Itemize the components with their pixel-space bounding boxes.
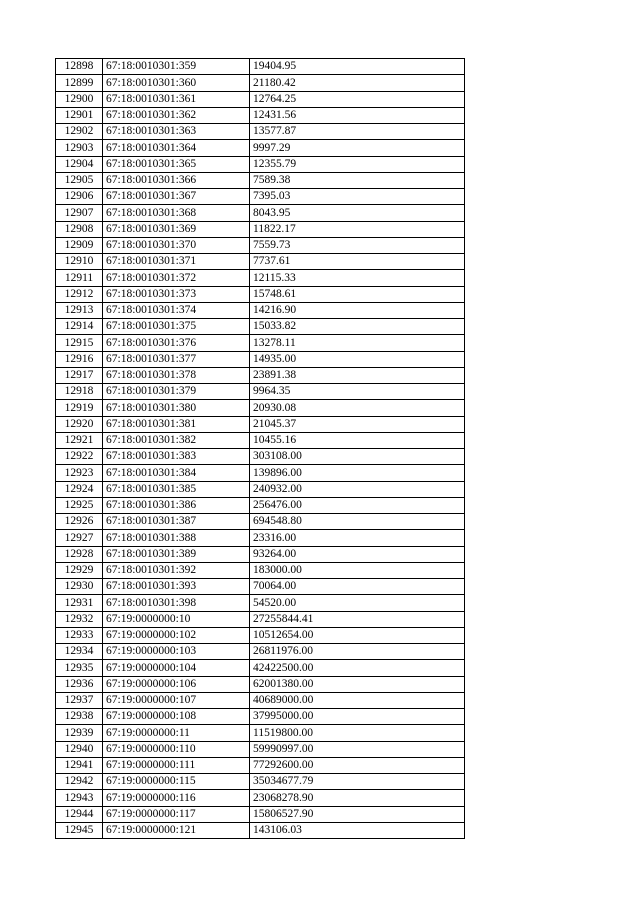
cadastral-number-cell: 67:18:0010301:389	[103, 546, 250, 562]
value-cell: 21180.42	[250, 75, 465, 91]
row-number-cell: 12943	[56, 790, 103, 806]
table-row	[56, 416, 465, 432]
table-row	[56, 319, 465, 335]
row-number-cell: 12903	[56, 140, 103, 156]
row-number-cell: 12916	[56, 351, 103, 367]
cadastral-number-cell: 67:19:0000000:106	[103, 676, 250, 692]
cadastral-number-cell: 67:18:0010301:383	[103, 449, 250, 465]
value-cell: 19404.95	[250, 59, 465, 75]
row-number-cell: 12901	[56, 107, 103, 123]
row-number-cell: 12898	[56, 59, 103, 75]
value-cell: 26811976.00	[250, 644, 465, 660]
row-number-cell: 12904	[56, 156, 103, 172]
row-number-cell: 12919	[56, 400, 103, 416]
cadastral-number-cell: 67:18:0010301:388	[103, 530, 250, 546]
row-number-cell: 12938	[56, 709, 103, 725]
value-cell: 12764.25	[250, 91, 465, 107]
cadastral-number-cell: 67:18:0010301:398	[103, 595, 250, 611]
value-cell: 9964.35	[250, 384, 465, 400]
row-number-cell: 12909	[56, 237, 103, 253]
cadastral-number-cell: 67:19:0000000:121	[103, 822, 250, 838]
cadastral-number-cell: 67:18:0010301:366	[103, 172, 250, 188]
cadastral-number-cell: 67:18:0010301:367	[103, 189, 250, 205]
cadastral-number-cell: 67:18:0010301:371	[103, 254, 250, 270]
table-row	[56, 286, 465, 302]
value-cell: 303108.00	[250, 449, 465, 465]
value-cell: 42422500.00	[250, 660, 465, 676]
cadastral-number-cell: 67:18:0010301:374	[103, 302, 250, 318]
cadastral-number-cell: 67:18:0010301:373	[103, 286, 250, 302]
cadastral-number-cell: 67:19:0000000:111	[103, 757, 250, 773]
cadastral-number-cell: 67:19:0000000:103	[103, 644, 250, 660]
table-row	[56, 367, 465, 383]
cadastral-number-cell: 67:19:0000000:116	[103, 790, 250, 806]
value-cell: 37995000.00	[250, 709, 465, 725]
cadastral-number-cell: 67:19:0000000:117	[103, 806, 250, 822]
value-cell: 15806527.90	[250, 806, 465, 822]
table-body	[56, 59, 465, 839]
row-number-cell: 12918	[56, 384, 103, 400]
row-number-cell: 12900	[56, 91, 103, 107]
table-row	[56, 465, 465, 481]
table-row	[56, 595, 465, 611]
row-number-cell: 12935	[56, 660, 103, 676]
cadastral-number-cell: 67:18:0010301:372	[103, 270, 250, 286]
table-row	[56, 562, 465, 578]
value-cell: 21045.37	[250, 416, 465, 432]
row-number-cell: 12910	[56, 254, 103, 270]
row-number-cell: 12924	[56, 481, 103, 497]
cadastral-number-cell: 67:18:0010301:365	[103, 156, 250, 172]
row-number-cell: 12929	[56, 562, 103, 578]
cadastral-number-cell: 67:19:0000000:115	[103, 774, 250, 790]
row-number-cell: 12942	[56, 774, 103, 790]
cadastral-number-cell: 67:18:0010301:393	[103, 579, 250, 595]
row-number-cell: 12923	[56, 465, 103, 481]
row-number-cell: 12944	[56, 806, 103, 822]
cadastral-number-cell: 67:19:0000000:104	[103, 660, 250, 676]
table-row	[56, 806, 465, 822]
table-row	[56, 172, 465, 188]
row-number-cell: 12915	[56, 335, 103, 351]
cadastral-number-cell: 67:19:0000000:102	[103, 627, 250, 643]
row-number-cell: 12914	[56, 319, 103, 335]
row-number-cell: 12913	[56, 302, 103, 318]
value-cell: 256476.00	[250, 497, 465, 513]
row-number-cell: 12932	[56, 611, 103, 627]
table-row	[56, 205, 465, 221]
table-row	[56, 254, 465, 270]
table-row	[56, 627, 465, 643]
cadastral-number-cell: 67:18:0010301:360	[103, 75, 250, 91]
cadastral-value-table	[55, 58, 465, 839]
cadastral-number-cell: 67:18:0010301:375	[103, 319, 250, 335]
table-row	[56, 400, 465, 416]
value-cell: 35034677.79	[250, 774, 465, 790]
value-cell: 23891.38	[250, 367, 465, 383]
cadastral-number-cell: 67:18:0010301:382	[103, 432, 250, 448]
row-number-cell: 12911	[56, 270, 103, 286]
row-number-cell: 12917	[56, 367, 103, 383]
cadastral-number-cell: 67:18:0010301:384	[103, 465, 250, 481]
row-number-cell: 12921	[56, 432, 103, 448]
value-cell: 11822.17	[250, 221, 465, 237]
row-number-cell: 12940	[56, 741, 103, 757]
cadastral-number-cell: 67:18:0010301:387	[103, 514, 250, 530]
cadastral-number-cell: 67:19:0000000:10	[103, 611, 250, 627]
row-number-cell: 12925	[56, 497, 103, 513]
value-cell: 240932.00	[250, 481, 465, 497]
cadastral-number-cell: 67:18:0010301:361	[103, 91, 250, 107]
row-number-cell: 12927	[56, 530, 103, 546]
table-row	[56, 481, 465, 497]
cadastral-number-cell: 67:18:0010301:386	[103, 497, 250, 513]
value-cell: 93264.00	[250, 546, 465, 562]
value-cell: 9997.29	[250, 140, 465, 156]
table-row	[56, 530, 465, 546]
row-number-cell: 12926	[56, 514, 103, 530]
value-cell: 23316.00	[250, 530, 465, 546]
table-row	[56, 270, 465, 286]
value-cell: 14935.00	[250, 351, 465, 367]
table-row	[56, 335, 465, 351]
table-row	[56, 449, 465, 465]
table-row	[56, 59, 465, 75]
row-number-cell: 12933	[56, 627, 103, 643]
value-cell: 20930.08	[250, 400, 465, 416]
table-row	[56, 579, 465, 595]
cadastral-number-cell: 67:18:0010301:377	[103, 351, 250, 367]
table-row	[56, 91, 465, 107]
value-cell: 13278.11	[250, 335, 465, 351]
value-cell: 139896.00	[250, 465, 465, 481]
row-number-cell: 12931	[56, 595, 103, 611]
cadastral-number-cell: 67:18:0010301:364	[103, 140, 250, 156]
value-cell: 694548.80	[250, 514, 465, 530]
table-row	[56, 660, 465, 676]
table-row	[56, 611, 465, 627]
value-cell: 7395.03	[250, 189, 465, 205]
table-row	[56, 709, 465, 725]
table-row	[56, 140, 465, 156]
value-cell: 15748.61	[250, 286, 465, 302]
value-cell: 15033.82	[250, 319, 465, 335]
table-row	[56, 221, 465, 237]
value-cell: 11519800.00	[250, 725, 465, 741]
table-row	[56, 124, 465, 140]
cadastral-number-cell: 67:18:0010301:359	[103, 59, 250, 75]
row-number-cell: 12902	[56, 124, 103, 140]
table-row	[56, 75, 465, 91]
table-row	[56, 237, 465, 253]
table-row	[56, 725, 465, 741]
row-number-cell: 12934	[56, 644, 103, 660]
value-cell: 62001380.00	[250, 676, 465, 692]
table-row	[56, 644, 465, 660]
row-number-cell: 12945	[56, 822, 103, 838]
cadastral-number-cell: 67:19:0000000:11	[103, 725, 250, 741]
row-number-cell: 12920	[56, 416, 103, 432]
row-number-cell: 12908	[56, 221, 103, 237]
value-cell: 70064.00	[250, 579, 465, 595]
row-number-cell: 12939	[56, 725, 103, 741]
cadastral-number-cell: 67:18:0010301:378	[103, 367, 250, 383]
cadastral-number-cell: 67:19:0000000:107	[103, 692, 250, 708]
row-number-cell: 12928	[56, 546, 103, 562]
value-cell: 40689000.00	[250, 692, 465, 708]
table-row	[56, 757, 465, 773]
row-number-cell: 12905	[56, 172, 103, 188]
row-number-cell: 12941	[56, 757, 103, 773]
table-row	[56, 384, 465, 400]
cadastral-number-cell: 67:18:0010301:370	[103, 237, 250, 253]
row-number-cell: 12906	[56, 189, 103, 205]
cadastral-number-cell: 67:18:0010301:380	[103, 400, 250, 416]
value-cell: 59990997.00	[250, 741, 465, 757]
cadastral-number-cell: 67:18:0010301:392	[103, 562, 250, 578]
value-cell: 10455.16	[250, 432, 465, 448]
cadastral-number-cell: 67:18:0010301:369	[103, 221, 250, 237]
value-cell: 12355.79	[250, 156, 465, 172]
value-cell: 77292600.00	[250, 757, 465, 773]
table-row	[56, 741, 465, 757]
cadastral-number-cell: 67:18:0010301:362	[103, 107, 250, 123]
value-cell: 7589.38	[250, 172, 465, 188]
row-number-cell: 12922	[56, 449, 103, 465]
row-number-cell: 12930	[56, 579, 103, 595]
row-number-cell: 12937	[56, 692, 103, 708]
table-row	[56, 432, 465, 448]
value-cell: 27255844.41	[250, 611, 465, 627]
value-cell: 143106.03	[250, 822, 465, 838]
table-row	[56, 676, 465, 692]
cadastral-number-cell: 67:18:0010301:381	[103, 416, 250, 432]
table-row	[56, 514, 465, 530]
row-number-cell: 12899	[56, 75, 103, 91]
cadastral-number-cell: 67:19:0000000:108	[103, 709, 250, 725]
cadastral-number-cell: 67:18:0010301:379	[103, 384, 250, 400]
cadastral-number-cell: 67:18:0010301:368	[103, 205, 250, 221]
table-row	[56, 156, 465, 172]
table-row	[56, 822, 465, 838]
table-row	[56, 497, 465, 513]
table-row	[56, 790, 465, 806]
value-cell: 54520.00	[250, 595, 465, 611]
cadastral-number-cell: 67:18:0010301:376	[103, 335, 250, 351]
value-cell: 8043.95	[250, 205, 465, 221]
row-number-cell: 12912	[56, 286, 103, 302]
value-cell: 23068278.90	[250, 790, 465, 806]
table-row	[56, 546, 465, 562]
value-cell: 7737.61	[250, 254, 465, 270]
table-row	[56, 302, 465, 318]
row-number-cell: 12907	[56, 205, 103, 221]
cadastral-number-cell: 67:18:0010301:363	[103, 124, 250, 140]
cadastral-number-cell: 67:19:0000000:110	[103, 741, 250, 757]
table-row	[56, 774, 465, 790]
row-number-cell: 12936	[56, 676, 103, 692]
table-row	[56, 107, 465, 123]
value-cell: 12115.33	[250, 270, 465, 286]
value-cell: 12431.56	[250, 107, 465, 123]
table-row	[56, 692, 465, 708]
value-cell: 183000.00	[250, 562, 465, 578]
value-cell: 10512654.00	[250, 627, 465, 643]
value-cell: 13577.87	[250, 124, 465, 140]
table-row	[56, 189, 465, 205]
value-cell: 14216.90	[250, 302, 465, 318]
cadastral-number-cell: 67:18:0010301:385	[103, 481, 250, 497]
value-cell: 7559.73	[250, 237, 465, 253]
table-row	[56, 351, 465, 367]
